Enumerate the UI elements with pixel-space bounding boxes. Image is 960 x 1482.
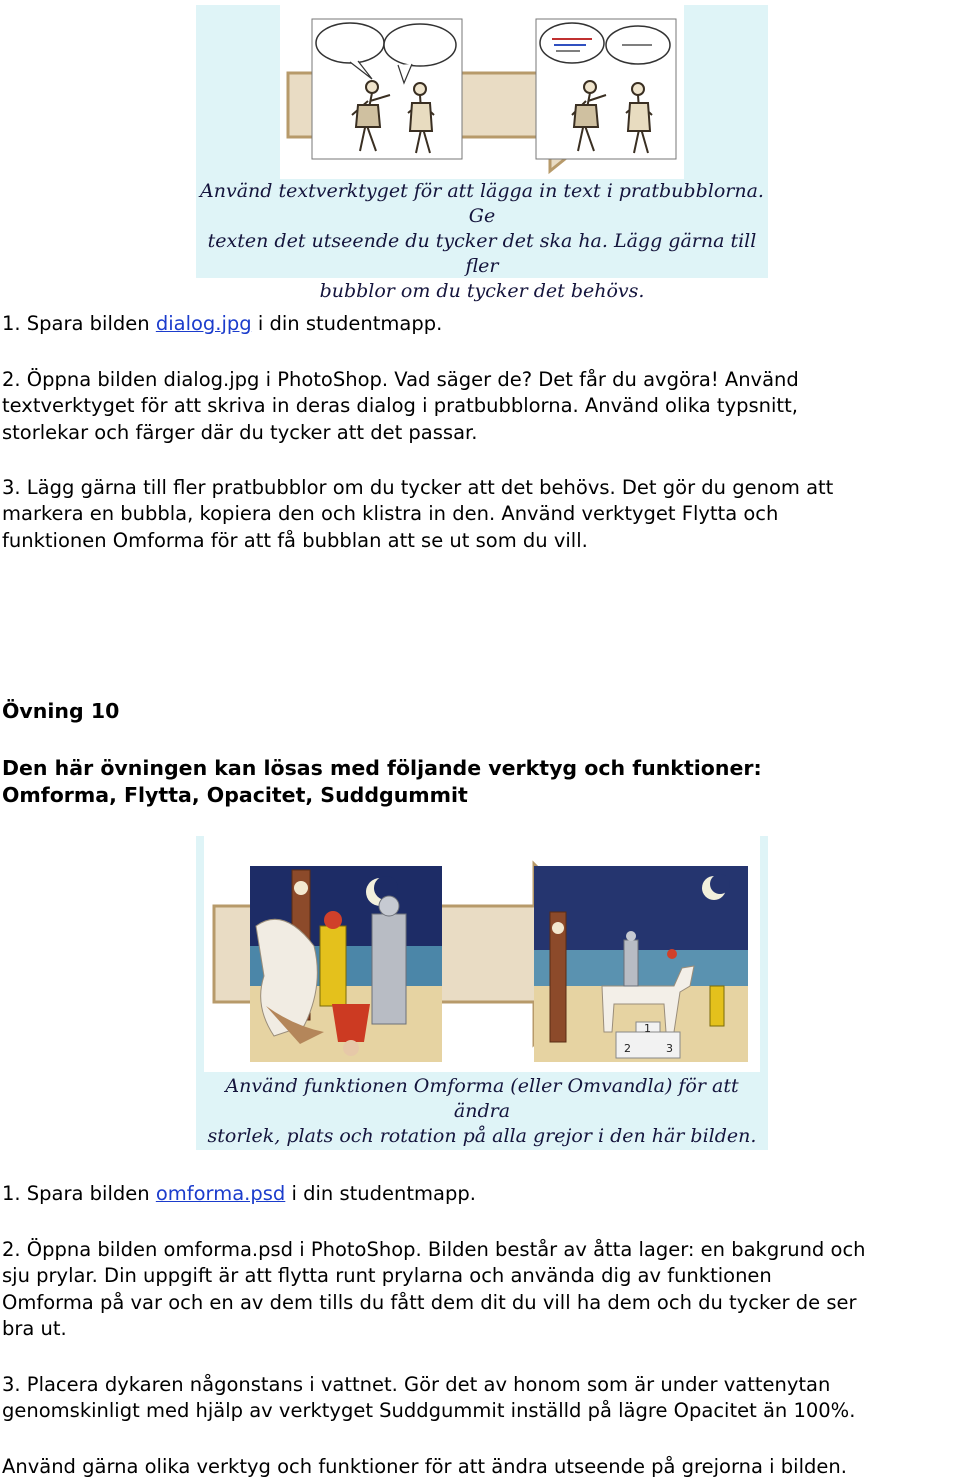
exercise-title: Övning 10 bbox=[2, 699, 120, 723]
paragraph-line: Omforma på var och en av dem tills du fått dem dit du vill ha dem och du tycker de ser bbox=[2, 1290, 857, 1314]
caption-line: Använd textverktyget för att lägga in text i pratbubblorna. Ge bbox=[200, 180, 764, 227]
step-text: i din studentmapp. bbox=[285, 1182, 476, 1205]
paragraph-line: funktionen Omforma för att få bubblan att se ut som du vill. bbox=[2, 528, 588, 552]
dialog-illustration bbox=[280, 5, 684, 179]
right-beach-scene bbox=[534, 866, 748, 1062]
caption-line: texten det utseende du tycker det ska ha. Lägg gärna till fler bbox=[207, 230, 757, 277]
diver-figure bbox=[710, 986, 724, 1026]
podium-label: 1 bbox=[644, 1022, 651, 1035]
caption-line: bubblor om du tycker det behövs. bbox=[319, 280, 645, 302]
paragraph-line: storlekar och färger där du tycker att det passar. bbox=[2, 420, 478, 444]
paragraph-line: 3. Placera dykaren någonstans i vattnet. Gör det av honom som är under vattenytan bbox=[2, 1373, 831, 1396]
caption-line: Använd funktionen Omforma (eller Omvandla) för att ändra bbox=[225, 1075, 739, 1122]
paragraph-line: 3. Lägg gärna till fler pratbubblor om du tycker att det behövs. Det gör du genom att bbox=[2, 476, 834, 499]
heading-line: Omforma, Flytta, Opacitet, Suddgummit bbox=[2, 782, 468, 807]
step-text: 1. Spara bilden bbox=[2, 312, 156, 335]
dialog-illustration-svg bbox=[280, 5, 684, 179]
exercise-tools bbox=[2, 755, 762, 808]
omforma-psd-link[interactable]: omforma.psd bbox=[155, 1182, 286, 1205]
step-text: 1. Spara bilden bbox=[2, 1182, 156, 1205]
step-3-add-bubbles bbox=[2, 475, 960, 554]
figure-omforma bbox=[196, 836, 768, 1150]
paragraph-line: bra ut. bbox=[2, 1316, 67, 1340]
caption-line: storlek, plats och rotation på alla grejor i den här bilden. bbox=[207, 1125, 757, 1147]
knight-armor bbox=[372, 914, 406, 1024]
podium-label: 2 bbox=[624, 1042, 631, 1055]
speech-bubble bbox=[384, 24, 456, 66]
knight-armor bbox=[624, 940, 638, 986]
podium-label: 3 bbox=[666, 1042, 673, 1055]
step-text: i din studentmapp. bbox=[251, 312, 443, 335]
paragraph-line: genomskinligt med hjälp av verktyget Suddgummit inställd på lägre Opacitet än 100%. bbox=[2, 1399, 856, 1423]
closing-note: Använd gärna olika verktyg och funktioner för att ändra utseende på grejorna i bilden. bbox=[2, 1455, 847, 1478]
paragraph-line: sju prylar. Din uppgift är att flytta runt prylarna och använda dig av funktionen bbox=[2, 1264, 772, 1288]
omforma-illustration-svg bbox=[204, 836, 760, 1072]
paragraph-line: markera en bubbla, kopiera den och klistra in den. Använd verktyget Flytta och bbox=[2, 502, 779, 526]
heading-line: Den här övningen kan lösas med följande verktyg och funktioner: bbox=[2, 756, 762, 780]
omforma-illustration bbox=[204, 836, 760, 1072]
step-3-place-diver bbox=[2, 1372, 960, 1425]
speech-bubble-filled bbox=[540, 23, 604, 63]
left-beach-scene bbox=[250, 866, 442, 1062]
speech-bubble bbox=[316, 23, 384, 63]
dialog-jpg-link[interactable]: dialog.jpg bbox=[155, 312, 252, 335]
figure-omforma-caption bbox=[196, 1074, 768, 1149]
step-2-open-omforma bbox=[2, 1237, 960, 1342]
step-2-open-dialog bbox=[2, 367, 960, 446]
figure-dialog-caption bbox=[196, 179, 768, 304]
paragraph-line: 2. Öppna bilden dialog.jpg i PhotoShop. Vad säger de? Det får du avgöra! Använd bbox=[2, 368, 799, 391]
figure-dialog bbox=[196, 5, 768, 302]
step-1-save-omforma bbox=[2, 1181, 960, 1207]
step-1-save-dialog bbox=[2, 311, 960, 337]
paragraph-line: textverktyget för att skriva in deras dialog i pratbubblorna. Använd olika typsnitt, bbox=[2, 394, 798, 418]
paragraph-line: 2. Öppna bilden omforma.psd i PhotoShop. Bilden består av åtta lager: en bakgrund och bbox=[2, 1238, 866, 1261]
upside-down-figure bbox=[332, 1004, 370, 1042]
diver-figure bbox=[320, 926, 346, 1006]
